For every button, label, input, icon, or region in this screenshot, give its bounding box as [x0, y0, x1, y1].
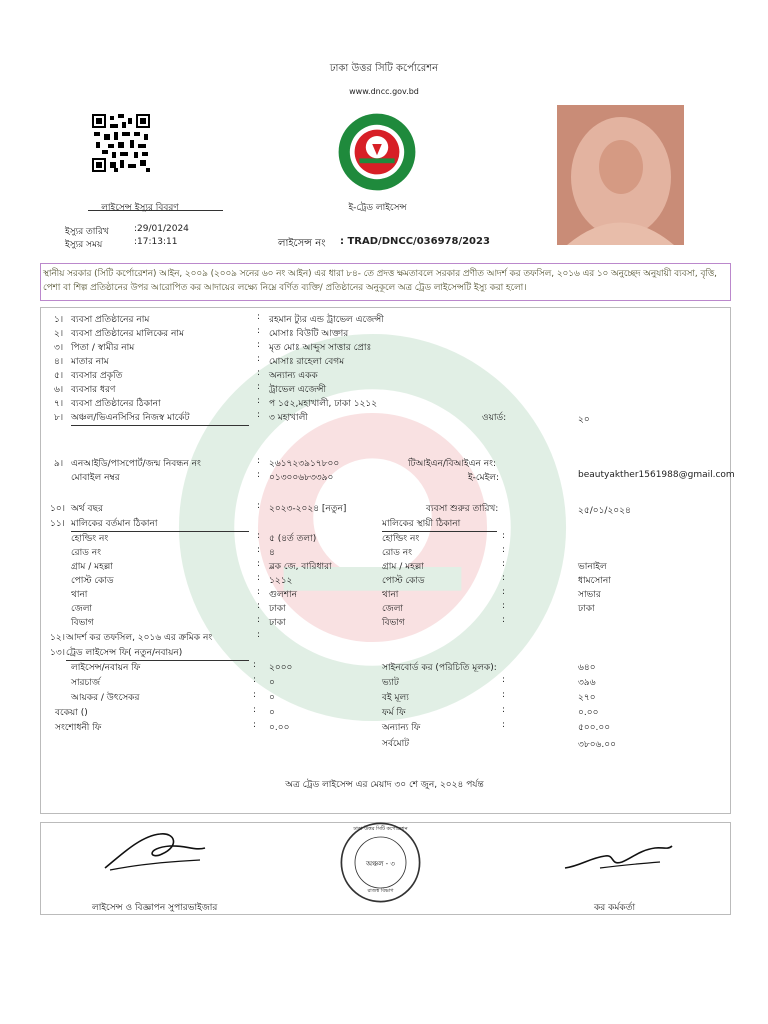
colon: :	[257, 601, 261, 611]
website: www.dncc.gov.bd	[349, 87, 419, 96]
row13-label: ট্রেড লাইসেন্স ফি( নতুন/নবায়ন)	[66, 645, 249, 661]
org-name: ঢাকা উত্তর সিটি কর্পোরেশন	[329, 63, 439, 74]
email-label: ই-মেইল:	[468, 473, 499, 483]
perm-address-value: সাভার	[578, 590, 601, 600]
total-label: সর্বমোট	[382, 739, 410, 749]
row10-num: ১০।	[50, 504, 65, 514]
perm-address-value: ধামসোনা	[578, 576, 611, 586]
start-date-label: ব্যবসা শুরুর তারিখ:	[426, 504, 499, 514]
row11-num: ১১।	[50, 519, 65, 529]
colon: :	[502, 720, 506, 730]
fee-value: ০.০০	[269, 723, 290, 733]
fee-label-2: ফর্ম ফি	[382, 708, 406, 718]
row9-label: এনআইডি/পাসপোর্ট/জন্ম নিবন্ধন নং	[71, 459, 201, 469]
field-label: ব্যবসা প্রতিষ্ঠানের মালিকের নাম	[71, 329, 184, 339]
mobile-colon: :	[257, 470, 261, 480]
address-value: ১২১২	[269, 576, 293, 586]
field-label: পিতা / স্বামীর নাম	[71, 343, 135, 353]
seal-top-text: ঢাকা উত্তর সিটি কর্পোরেশন	[353, 826, 408, 832]
address-value: ঢাকা	[269, 604, 286, 614]
seal-mid-text: অঞ্চল - ৩	[366, 860, 395, 868]
issue-time-label: ইস্যুর সময়	[65, 240, 103, 250]
field-colon: :	[257, 354, 261, 364]
validity-note: অত্র ট্রেড লাইসেন্স এর মেয়াদ ৩০ শে জুন, ২০২৪ পর্যন্ত	[285, 780, 484, 790]
field-num: ৭।	[54, 399, 64, 409]
field-value: মোসাঃ বিউটি আক্তার	[269, 329, 349, 339]
present-address-heading: মালিকের বর্তমান ঠিকানা	[71, 516, 249, 532]
field-value: অন্যান্য একক	[269, 371, 318, 381]
row8-label: অঞ্চল/ভিএনসিসির নিজস্ব মার্কেট	[71, 410, 249, 426]
row12-colon: :	[257, 630, 261, 640]
row10-value: ২০২৩-২০২৪ [নতুন]	[269, 504, 347, 514]
fee-value: ০	[269, 693, 275, 703]
row9-value: ২৬১৭২৩৯১৭৮০০	[269, 459, 340, 469]
fee-value-2: ০.০০	[578, 708, 599, 718]
address-label: হোল্ডিং নং	[71, 534, 109, 544]
colon: :	[253, 660, 257, 670]
address-value: ৫ (৪র্ত তলা)	[269, 534, 317, 544]
colon: :	[502, 705, 506, 715]
field-value: ট্রাভেল এজেন্সী	[269, 385, 327, 395]
issue-date: :29/01/2024	[134, 224, 189, 234]
address-value: ৪	[269, 548, 275, 558]
field-colon: :	[257, 396, 261, 406]
preamble-text: স্থানীয় সরকার (সিটি কর্পোরেশন) আইন, ২০০৯ (২০০৯ সনের ৬০ নং আইন) এর ধারা ৮৪- তে প্রদত্ত ক্ষমতাবলে সরকার প্রণীত আদর্শ কর তফসিল, ২০১৬ এর ১০ অনুচ্ছেদ অনুযায়ী ব্যবসা, বৃত্তি, পেশা বা শিল্প প্রতিষ্ঠানের উপর আরোপিত কর আদায়ের লক্ষ্যে নিম্নে বর্ণিত ব্যক্তি/ প্রতিষ্ঠানের অনুকূলে অত্র ট্রেড লাইসেন্সটি ইস্যু করা হলো।	[43, 269, 717, 293]
field-value: মোসাঃ রাহেলা বেগম	[269, 357, 345, 367]
field-colon: :	[257, 382, 261, 392]
permanent-address-heading: মালিকের স্থায়ী ঠিকানা	[382, 516, 497, 532]
address-label: পোস্ট কোড	[71, 576, 114, 586]
row12-num: ১২।	[50, 633, 65, 643]
email-value: beautyakther1561988@gmail.com	[578, 470, 735, 480]
colon: :	[502, 531, 506, 541]
address-label: রোড নং	[71, 548, 101, 558]
field-colon: :	[257, 368, 261, 378]
fee-label: বকেয়া ()	[55, 708, 88, 718]
fee-value: ২০০০	[269, 663, 293, 673]
colon: :	[253, 675, 257, 685]
doc-type: ই-ট্রেড লাইসেন্স	[348, 203, 407, 213]
field-num: ৪।	[54, 357, 64, 367]
left-signature	[100, 826, 210, 876]
fee-label: সংশোধনী ফি	[55, 723, 102, 733]
colon: :	[257, 573, 261, 583]
address-value: গুলশান	[269, 590, 297, 600]
seal-bottom-text: রাজস্ব বিভাগ	[367, 888, 394, 894]
colon: :	[502, 559, 506, 569]
address-label: বিভাগ	[71, 618, 94, 628]
colon: :	[257, 531, 261, 541]
perm-address-label: রোড নং	[382, 548, 412, 558]
fee-value: ০	[269, 708, 275, 718]
perm-address-value: ভানাইল	[578, 562, 607, 572]
owner-photo	[557, 105, 684, 245]
colon: :	[257, 615, 261, 625]
field-num: ৫।	[54, 371, 64, 381]
field-label: ব্যবসা প্রতিষ্ঠানের নাম	[71, 315, 150, 325]
field-colon: :	[257, 326, 261, 336]
total-value: ৩৮০৬.০০	[578, 740, 616, 750]
colon: :	[502, 615, 506, 625]
fee-value-2: ৩৯৬	[578, 678, 596, 688]
license-no-label: লাইসেন্স নং	[278, 238, 326, 249]
address-value: ঢাকা	[269, 618, 286, 628]
colon: :	[253, 720, 257, 730]
right-signatory-title: কর কর্মকর্তা	[594, 903, 636, 913]
field-num: ২।	[54, 329, 64, 339]
perm-address-label: গ্রাম / মহল্লা	[382, 562, 424, 572]
perm-address-label: পোস্ট কোড	[382, 576, 425, 586]
right-signature	[560, 838, 675, 878]
colon: :	[502, 573, 506, 583]
address-label: গ্রাম / মহল্লা	[71, 562, 113, 572]
row10-colon: :	[257, 501, 261, 511]
issue-date-label: ইস্যুর তারিখ	[65, 227, 109, 237]
issue-time: :17:13:11	[134, 237, 178, 247]
mobile-value: ০১৩০০৬৮৩৩৯০	[269, 473, 334, 483]
ward-label: ওয়ার্ড:	[482, 413, 507, 423]
colon: :	[502, 690, 506, 700]
divider	[88, 210, 223, 211]
field-label: মাতার নাম	[71, 357, 109, 367]
perm-address-label: থানা	[382, 590, 399, 600]
perm-address-value: ঢাকা	[578, 604, 595, 614]
tin-label: টিআইএন/বিআইএন নং:	[408, 459, 497, 469]
row10-label: অর্থ বছর	[71, 504, 103, 514]
qr-code	[92, 108, 150, 178]
field-colon: :	[257, 312, 261, 322]
license-no: : TRAD/DNCC/036978/2023	[340, 236, 490, 247]
field-colon: :	[257, 340, 261, 350]
row8-colon: :	[257, 410, 261, 420]
left-signatory-title: লাইসেন্স ও বিজ্ঞাপন সুপারভাইজার	[92, 903, 218, 913]
colon: :	[257, 545, 261, 555]
field-label: ব্যবসার প্রকৃতি	[71, 371, 123, 381]
address-value: ব্লক জে, বারিধারা	[269, 562, 332, 572]
field-value: মৃত মোঃ আব্দুস সাত্তার প্রোঃ	[269, 343, 372, 353]
fee-label-2: ভ্যাট	[382, 678, 399, 688]
colon: :	[253, 690, 257, 700]
field-label: ব্যবসার ধরণ	[71, 385, 116, 395]
fee-label-2: অন্যান্য ফি	[382, 723, 421, 733]
field-num: ১।	[54, 315, 64, 325]
start-date-value: ২৫/০১/২০২৪	[578, 506, 631, 516]
fee-value-2: ৫০০.০০	[578, 723, 611, 733]
fee-label-2: সাইনবোর্ড কর (পরিচিতি মূলক):	[382, 663, 497, 673]
colon: :	[257, 587, 261, 597]
fee-label: সারচার্জ	[71, 678, 101, 688]
row8-value: ৩ মহাখালী	[269, 413, 308, 423]
field-label: ব্যবসা প্রতিষ্ঠানের ঠিকানা	[71, 399, 161, 409]
fee-value: ০	[269, 678, 275, 688]
perm-address-label: বিভাগ	[382, 618, 405, 628]
ward-value: ২০	[578, 415, 590, 425]
dncc-logo	[337, 112, 417, 192]
field-value: রহমান ট্যুর এন্ড ট্রাভেল এজেন্সী	[269, 315, 384, 325]
colon: :	[257, 559, 261, 569]
colon: :	[502, 587, 506, 597]
colon: :	[502, 675, 506, 685]
mobile-label: মোবাইল নম্বর	[71, 473, 120, 483]
preamble-box	[40, 263, 731, 301]
row12-label: আদর্শ কর তফসিল, ২০১৬ এর ক্রমিক নং	[66, 633, 213, 643]
field-num: ৩।	[54, 343, 64, 353]
fee-label: আয়কর / উৎসেকর	[71, 693, 140, 703]
address-label: থানা	[71, 590, 88, 600]
field-value: প ১৫২,মহাখালী, ঢাকা ১২১২	[269, 399, 378, 409]
field-num: ৬।	[54, 385, 64, 395]
row9-colon: :	[257, 456, 261, 466]
fee-label-2: বই মূল্য	[382, 693, 409, 703]
qr-caption: লাইসেন্স ইস্যুর বিবরণ	[101, 203, 179, 213]
fee-label: লাইসেন্স/নবায়ন ফি	[71, 663, 141, 673]
row13-num: ১৩।	[50, 648, 65, 658]
fee-value-2: ৬৪০	[578, 663, 596, 673]
address-label: জেলা	[71, 604, 93, 614]
fee-value-2: ২৭০	[578, 693, 596, 703]
perm-address-label: জেলা	[382, 604, 404, 614]
row9-num: ৯।	[54, 459, 64, 469]
colon: :	[253, 705, 257, 715]
colon: :	[502, 601, 506, 611]
colon: :	[502, 545, 506, 555]
perm-address-label: হোল্ডিং নং	[382, 534, 420, 544]
row8-num: ৮।	[54, 413, 64, 423]
